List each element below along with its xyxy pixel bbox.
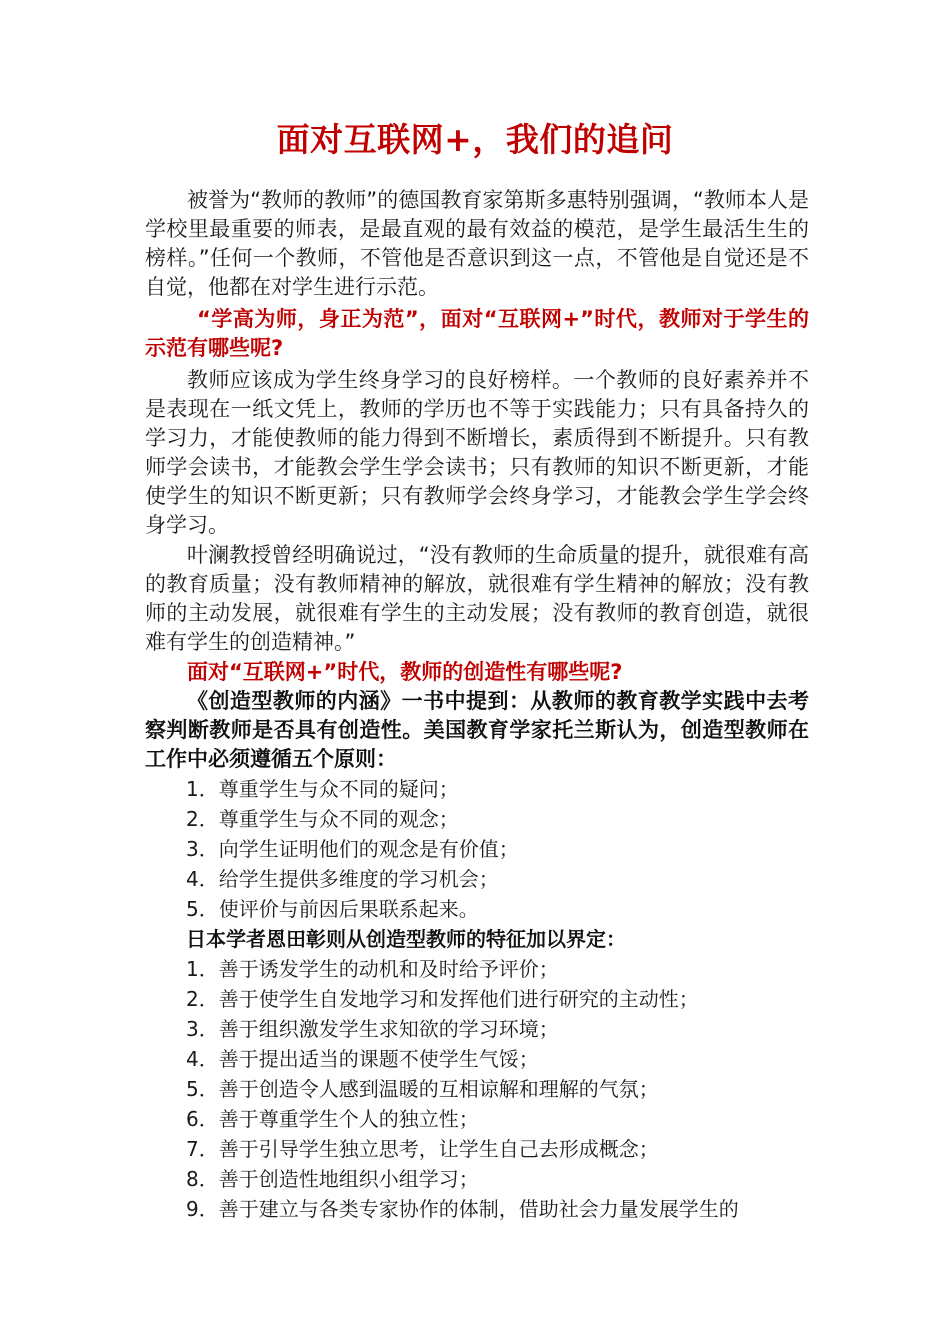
- list-item: 5．使评价与前因后果联系起来。: [186, 897, 479, 921]
- list-item: 5．善于创造令人感到温暖的互相谅解和理解的气氛；: [186, 1077, 659, 1101]
- question-heading-creativity: 面对“互联网+”时代，教师的创造性有哪些呢?: [187, 660, 623, 684]
- list-item: 9．善于建立与各类专家协作的体制，借助社会力量发展学生的: [186, 1197, 739, 1221]
- list-item: 1．善于诱发学生的动机和及时给予评价；: [186, 957, 559, 981]
- list-item: 8．善于创造性地组织小组学习；: [186, 1167, 479, 1191]
- list-item: 6．善于尊重学生个人的独立性；: [186, 1107, 479, 1131]
- ye-lan-quote-paragraph: 叶澜教授曾经明确说过，“没有教师的生命质量的提升，就很难有高的教育质量；没有教师精神的解放，就很难有学生精神的解放；没有教师的主动发展，就很难有学生的主动发展；没有教师的教育创造，就很难有学生的创造精神。”: [145, 543, 809, 654]
- list-item: 3．善于组织激发学生求知欲的学习环境；: [186, 1017, 559, 1041]
- lifelong-learning-paragraph: 教师应该成为学生终身学习的良好榜样。一个教师的良好素养并不是表现在一纸文凭上，教师的学历也不等于实践能力；只有具备持久的学习力，才能使教师的能力得到不断增长，素质得到不断提升。只有教师学会读书，才能教会学生学会读书；只有教师的知识不断更新，才能使学生的知识不断更新；只有教师学会终身学习，才能教会学生学会终身学习。: [145, 368, 809, 537]
- list-item: 7．善于引导学生独立思考，让学生自己去形成概念；: [186, 1137, 659, 1161]
- question-heading-role-model: “学高为师，身正为范”，面对“互联网+”时代，教师对于学生的示范有哪些呢?: [145, 307, 809, 360]
- list-item: 4．给学生提供多维度的学习机会；: [186, 867, 499, 891]
- list-item: 3．向学生证明他们的观念是有价值；: [186, 837, 519, 861]
- list-item: 2．尊重学生与众不同的观念；: [186, 807, 459, 831]
- onda-heading: 日本学者恩田彰则从创造型教师的特征加以界定：: [186, 927, 626, 951]
- list-item: 2．善于使学生自发地学习和发挥他们进行研究的主动性；: [186, 987, 699, 1011]
- intro-paragraph: 被誉为“教师的教师”的德国教育家第斯多惠特别强调，“教师本人是学校里最重要的师表，是最直观的最有效益的模范，是学生最活生生的榜样。”任何一个教师，不管他是否意识到这一点，不管他是自觉还是不自觉，他都在对学生进行示范。: [145, 188, 809, 299]
- list-item: 4．善于提出适当的课题不使学生气馁；: [186, 1047, 539, 1071]
- list-item: 1．尊重学生与众不同的疑问；: [186, 777, 459, 801]
- page-title: 面对互联网+，我们的追问: [276, 120, 674, 159]
- creative-teacher-paragraph: 《创造型教师的内涵》一书中提到：从教师的教育教学实践中去考察判断教师是否具有创造性。美国教育学家托兰斯认为，创造型教师在工作中必须遵循五个原则：: [145, 689, 809, 771]
